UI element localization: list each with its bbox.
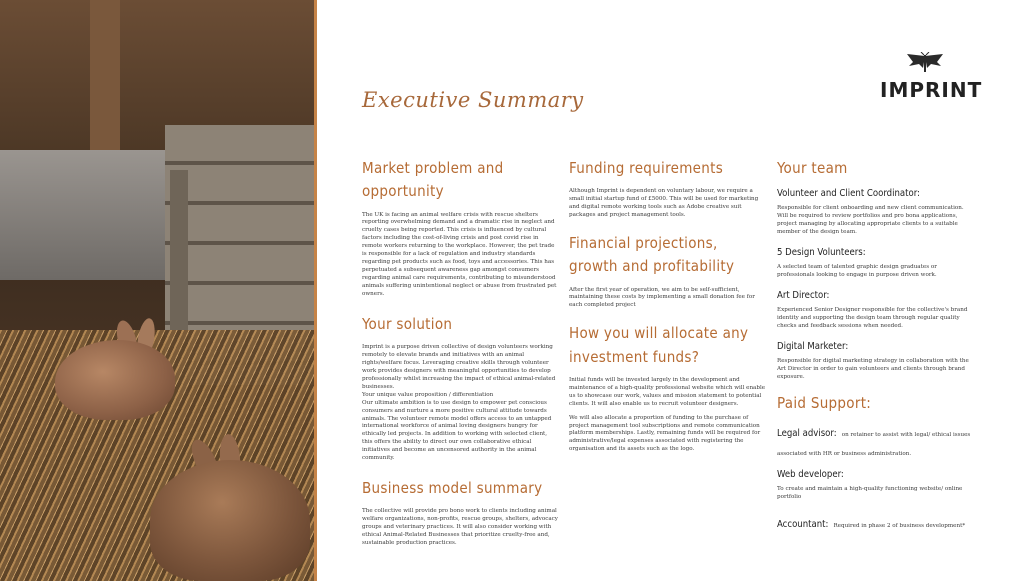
moth-icon <box>905 52 945 76</box>
photo-edge-accent <box>314 0 317 581</box>
support-accountant <box>777 512 973 531</box>
allocate-body-2: We will also allocate a proportion of funding to the purchase of project management tool subscriptions and remote communication platform memberships. Lastly, remaining funds will be required for administrative/legal expenses associated with registering the organisation and its assets such as the logo. <box>569 414 761 453</box>
section-heading-business: Business model summary <box>362 479 543 498</box>
funding-body: Although Imprint is dependent on voluntary labour, we require a small initial startup fund of £5000. This will be used for marketing and digital remote working tools such as Adobe creative suit packages and project management tools. <box>569 188 759 219</box>
section-heading-market: Market problem and opportunity <box>362 159 504 201</box>
solution-usp: Your unique value proposition / differentiation <box>362 391 494 398</box>
role-digital-body: Responsible for digital marketing strategy in collaboration with the Art Director in order to gain volunteers and clients through brand exposure. <box>777 357 969 380</box>
role-art-title: Art Director: <box>777 289 830 301</box>
support-accountant-title: Accountant: <box>777 518 829 530</box>
role-volunteers-title: 5 Design Volunteers: <box>777 247 866 258</box>
page-title: Executive Summary <box>362 88 584 112</box>
logo <box>880 52 983 102</box>
support-web-body: To create and maintain a high-quality functioning website/ online portfolio <box>777 485 963 500</box>
support-legal <box>777 421 973 459</box>
role-coordinator-title: Volunteer and Client Coordinator: <box>777 188 920 200</box>
support-web-title: Web developer: <box>777 468 844 480</box>
business-body: The collective will provide pro bono work to clients including animal welfare organizations, non-profits, rescue groups, shelters, advocacy groups and veterinary practices. It will also consider working with ethical Animal-Related Businesses that prioritize cruelty-free and, sustainable production practices. <box>362 508 558 547</box>
logo-wordmark: IMPRINT <box>880 78 983 102</box>
column-left <box>362 157 558 548</box>
section-heading-team: Your team <box>777 159 848 177</box>
section-heading-solution: Your solution <box>362 314 453 333</box>
role-coordinator-body: Responsible for client onboarding and new client communication. Will be required to review portfolios and pro bona applications, project managing by allocating appropriate clients to a suitable member of the design team. <box>777 205 964 236</box>
column-middle <box>569 157 767 454</box>
solution-ambition: Our ultimate ambition is to use design to empower pet conscious consumers and nurture a more positive cultural attitude towards animals. The volunteer remote model offers access to an untapped international workforce of animal loving designers hungry for ethically led projects. In addition to working with selected client, this offers the ability to direct our own collaborative ethical initiatives and become an uncensored authority in the animal community. <box>362 399 552 462</box>
support-legal-title: Legal advisor: <box>777 427 837 439</box>
section-heading-financial: Financial projections, growth and profitability <box>569 234 735 276</box>
section-heading-funding: Funding requirements <box>569 159 724 177</box>
section-heading-support: Paid Support: <box>777 393 872 412</box>
allocate-body: Initial funds will be invested largely in the development and maintenance of a high-quality professional website which will enable us to showcase our work, values and mission statement to potential clients. It will also enable us to recruit volunteer designers. <box>569 376 766 407</box>
role-volunteers-body: A selected team of talented graphic design graduates or professionals looking to engage in purpose driven work. <box>777 264 937 278</box>
barn-post <box>90 0 120 160</box>
column-right <box>777 157 973 531</box>
rabbits-in-barn-photo <box>0 0 317 581</box>
market-body: The UK is facing an animal welfare crisis with rescue shelters reporting overwhelming demand and a dramatic rise in neglect and cruelty cases being reported. This crisis is influenced by cultural factors including the cost-of-living crisis and post covid rise in remote workers returning to the workplace. However, the pet trade is responsible for a lack of regulation and industry standards regarding pet products such as food, toys and accessories. This has perpetuated a subsequent awareness gap amongst consumers regarding animal care requirements, contributing to misunderstood animals suffering unintentional neglect or abuse from frustrated pet owners. <box>362 211 557 297</box>
support-accountant-body: Required in phase 2 of business development* <box>833 522 966 529</box>
financial-body: After the first year of operation, we aim to be self-sufficient, maintaining these costs by implementing a small donation fee for each completed project <box>569 286 755 309</box>
section-heading-allocate: How you will allocate any investment funds? <box>569 324 749 366</box>
solution-body: Imprint is a purpose driven collective of design volunteers working remotely to elevate brands and initiatives with an animal rights/welfare focus. Leveraging creative skills through volunteer work provides designers with meaningful opportunities to develop professionally whilst increasing the impact of ethical animal-related businesses. <box>362 344 556 390</box>
support-legal-body: on retainer to assist with legal/ ethical issues associated with HR or business administration. <box>777 431 971 457</box>
role-digital-title: Digital Marketer: <box>777 340 849 352</box>
rabbit <box>55 340 175 420</box>
role-art-body: Experienced Senior Designer responsible for the collective's brand identity and supporting the design team through regular quality checks and feedback sessions when needed. <box>777 306 968 329</box>
rabbit <box>150 460 310 581</box>
